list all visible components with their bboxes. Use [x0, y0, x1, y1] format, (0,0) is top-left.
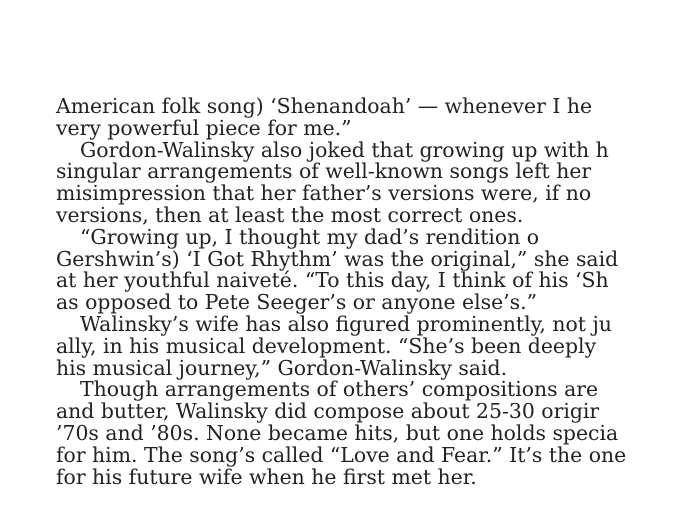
paragraph-start-line: Walinsky’s wife has also figured prominently, not ju	[80, 311, 612, 336]
text-line: misimpression that her father’s versions were, if no	[56, 181, 592, 206]
article-body	[56, 96, 696, 488]
text-line: ally, in his musical development. “She’s been deeply	[56, 333, 597, 358]
paragraph-start-line: Gordon-Walinsky also joked that growing up with h	[80, 137, 609, 162]
text-line: at her youthful naiveté. “To this day, I think of his ‘Sh	[56, 268, 609, 293]
text-line: for him. The song’s called “Love and Fear.” It’s the one	[56, 442, 627, 467]
text-line: very powerful piece for me.”	[56, 115, 352, 140]
paragraph-start-line: Though arrangements of others’ compositions are	[80, 377, 599, 402]
text-line: ’70s and ’80s. None became hits, but one holds specia	[56, 420, 619, 445]
text-line: versions, then at least the most correct ones.	[56, 202, 524, 227]
text-line: singular arrangements of well-known songs left her	[56, 159, 592, 184]
text-line: Gershwin’s) ‘I Got Rhythm’ was the original,” she said	[56, 246, 619, 271]
text-line: as opposed to Pete Seeger’s or anyone else’s.”	[56, 290, 538, 315]
text-line: and butter, Walinsky did compose about 25-30 origir	[56, 399, 600, 424]
text-line: his musical journey,” Gordon-Walinsky said.	[56, 355, 508, 380]
paragraph-start-line: “Growing up, I thought my dad’s rendition o	[80, 224, 540, 249]
text-line: for his future wife when he first met her.	[56, 464, 477, 489]
text-line: American folk song) ‘Shenandoah’ — whenever I he	[56, 94, 593, 118]
